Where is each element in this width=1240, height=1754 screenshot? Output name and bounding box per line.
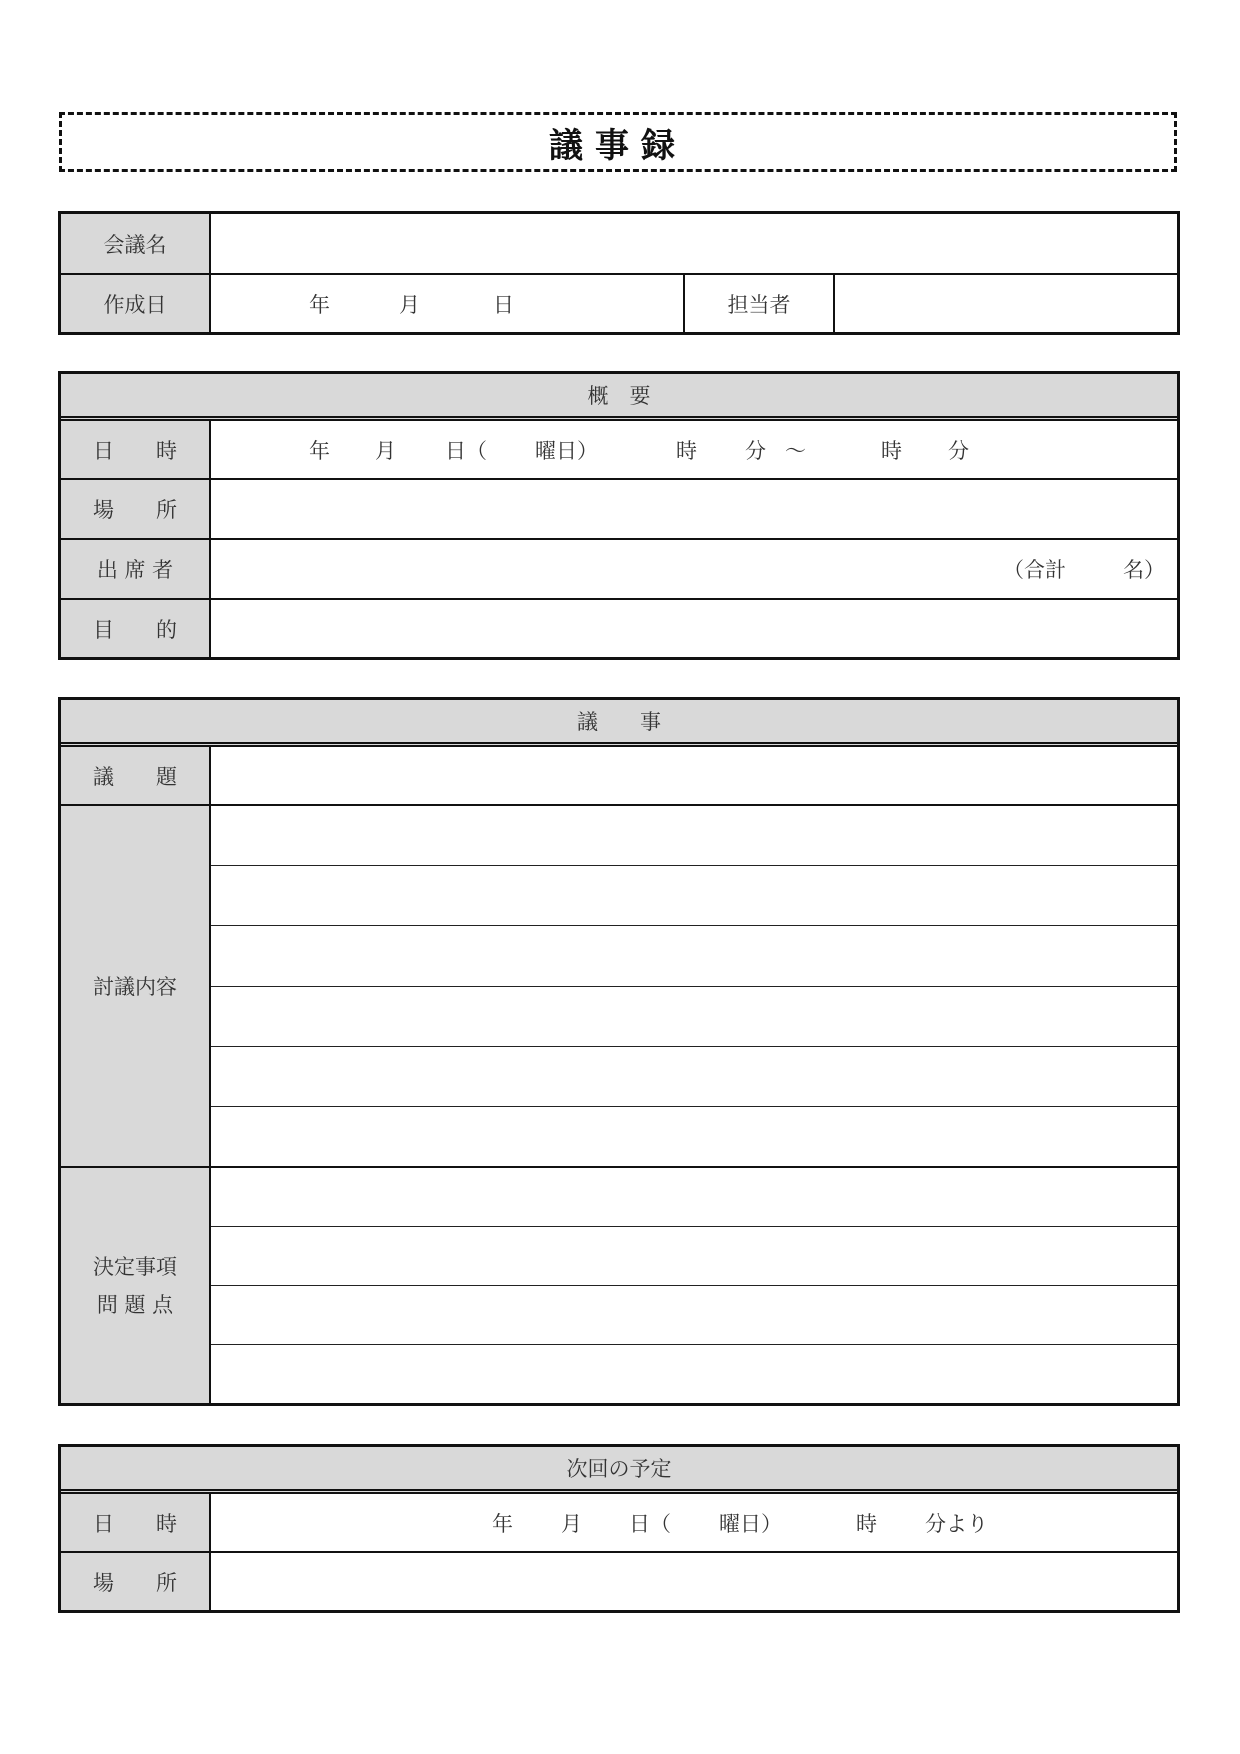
decisions-lines [211, 1168, 1177, 1403]
discussion-label: 討議内容 [61, 806, 211, 1166]
discussion-line[interactable] [211, 986, 1177, 1046]
decisions-label-line2: 問 題 点 [96, 1292, 174, 1317]
ov-weekday: 曜日） [535, 438, 598, 463]
meeting-name-row [61, 214, 1177, 273]
attendees-total-close: 名） [1123, 558, 1165, 582]
overview-place-field[interactable] [211, 480, 1177, 538]
title-box [59, 112, 1177, 172]
overview-purpose-label: 目 的 [61, 600, 211, 657]
overview-place-label: 場 所 [61, 480, 211, 538]
next-schedule-table [58, 1444, 1180, 1613]
decisions-label-line1: 決定事項 [93, 1254, 177, 1279]
created-row [61, 273, 1177, 332]
created-day: 日 [493, 292, 514, 317]
created-date-label: 作成日 [61, 275, 211, 332]
discussion-line[interactable] [211, 1046, 1177, 1106]
ov-year: 年 [309, 438, 330, 463]
nx-weekday: 曜日） [719, 1511, 782, 1536]
ov-month: 月 [375, 438, 396, 463]
person-label: 担当者 [685, 275, 835, 332]
meeting-name-label: 会議名 [61, 214, 211, 273]
proceedings-header: 議 事 [61, 700, 1177, 747]
overview-purpose-row [61, 598, 1177, 657]
next-datetime-row [61, 1494, 1177, 1551]
overview-table [58, 371, 1180, 660]
next-datetime-label: 日 時 [61, 1494, 211, 1551]
created-date-field[interactable] [211, 275, 685, 332]
topic-row [61, 747, 1177, 804]
nx-month: 月 [561, 1511, 582, 1536]
proceedings-table [58, 697, 1180, 1406]
decisions-row [61, 1166, 1177, 1403]
ov-tilde: ～ [785, 438, 806, 463]
topic-field[interactable] [211, 747, 1177, 804]
attendees-total-open: （合計 [1003, 558, 1066, 582]
discussion-line[interactable] [211, 925, 1177, 985]
decisions-line[interactable] [211, 1226, 1177, 1285]
overview-place-row [61, 478, 1177, 538]
topic-label: 議 題 [61, 747, 211, 804]
nx-year: 年 [492, 1511, 513, 1536]
overview-datetime-field[interactable] [211, 421, 1177, 478]
overview-attendees-label: 出 席 者 [61, 540, 211, 598]
decisions-line[interactable] [211, 1168, 1177, 1226]
nx-hour: 時 [856, 1511, 877, 1536]
next-header-row [61, 1447, 1177, 1494]
overview-purpose-field[interactable] [211, 600, 1177, 657]
discussion-line[interactable] [211, 1106, 1177, 1166]
overview-attendees-field[interactable] [211, 540, 1177, 598]
overview-datetime-row [61, 421, 1177, 478]
discussion-line[interactable] [211, 865, 1177, 925]
nx-min-from: 分より [925, 1511, 988, 1536]
decisions-line[interactable] [211, 1344, 1177, 1403]
next-datetime-field[interactable] [211, 1494, 1177, 1551]
discussion-row [61, 804, 1177, 1166]
decisions-line[interactable] [211, 1285, 1177, 1344]
created-month: 月 [399, 292, 420, 317]
ov-min1: 分 [745, 438, 766, 463]
ov-hour2: 時 [881, 438, 902, 463]
meeting-name-field[interactable] [211, 214, 1177, 273]
next-header: 次回の予定 [61, 1447, 1177, 1494]
proceedings-header-row [61, 700, 1177, 747]
nx-day: 日（ [629, 1511, 671, 1536]
overview-header: 概 要 [61, 374, 1177, 421]
person-field[interactable] [835, 275, 1177, 332]
ov-hour1: 時 [676, 438, 697, 463]
page-title: 議事録 [549, 125, 687, 166]
next-place-label: 場 所 [61, 1553, 211, 1610]
next-place-field[interactable] [211, 1553, 1177, 1610]
overview-datetime-label: 日 時 [61, 421, 211, 478]
created-year: 年 [309, 292, 330, 317]
next-place-row [61, 1551, 1177, 1610]
discussion-lines [211, 806, 1177, 1166]
overview-attendees-row [61, 538, 1177, 598]
discussion-line[interactable] [211, 806, 1177, 865]
meeting-info-table [58, 211, 1180, 335]
ov-day: 日（ [445, 438, 487, 463]
ov-min2: 分 [948, 438, 969, 463]
decisions-label [61, 1168, 211, 1403]
overview-header-row [61, 374, 1177, 421]
